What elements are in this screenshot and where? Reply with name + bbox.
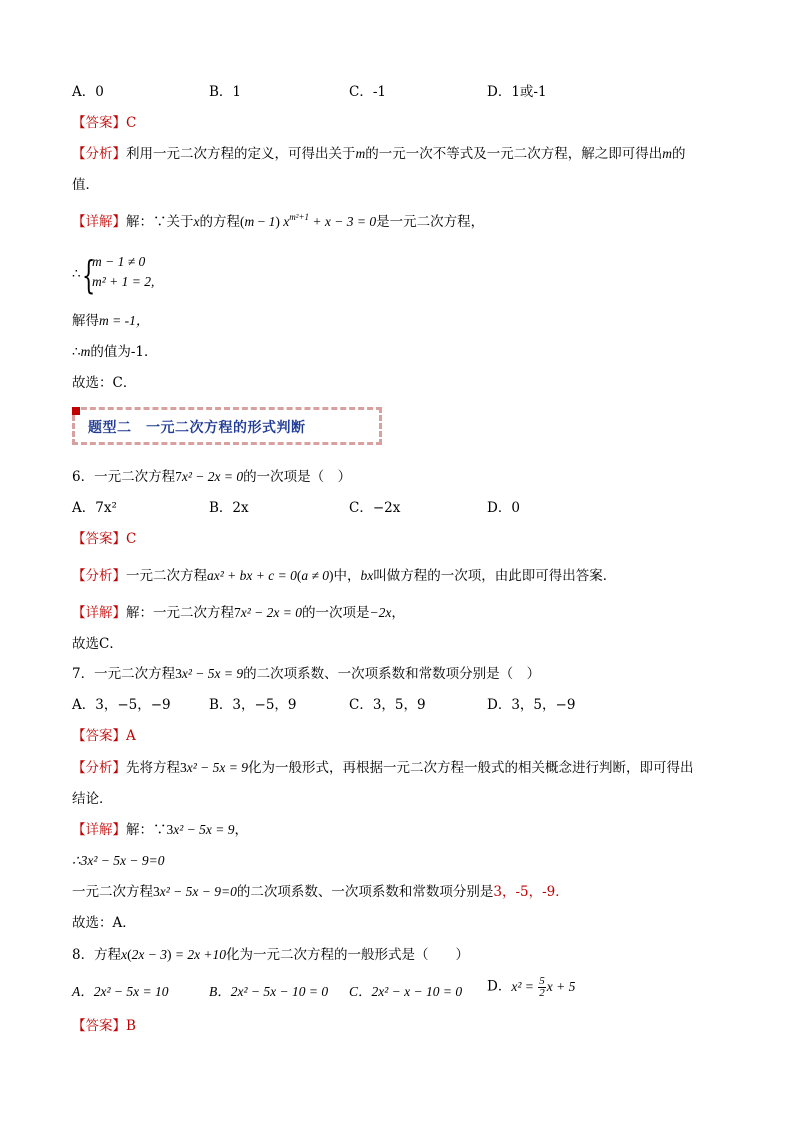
q7-stem: 7．一元二次方程3x² − 5x = 9的二次项系数、一次项系数和常数项分别是（ ）: [72, 666, 541, 682]
q6-answer: 【答案】C: [72, 531, 137, 547]
q7-option-b: B．3，−5，9: [209, 697, 297, 713]
q5-analysis-line2: 值．: [72, 177, 99, 193]
q8-option-d: D．x² = $\frac{5}{2}$ x + 5: [487, 975, 576, 999]
q7-step: ∴3x² − 5x − 9=0: [72, 853, 165, 868]
q5-solve: 解得m = -1，: [72, 313, 150, 329]
q5-value: ∴m的值为-1．: [72, 344, 158, 360]
q8-answer: 【答案】B: [72, 1018, 136, 1034]
q8-option-c: C．2x² − x − 10 = 0: [349, 984, 463, 999]
q6-detail: 【详解】解：一元二次方程7x² − 2x = 0的一次项是−2x，: [72, 605, 405, 621]
q7-option-a: A．3，−5，−9: [72, 697, 171, 713]
q6-analysis: 【分析】一元二次方程ax² + bx + c = 0(a ≠ 0)中，bx叫做方程的一次项，由此即可得出答案．: [72, 568, 617, 584]
q5-detail: 【详解】解：∵关于x的方程(m − 1) $x^{m^2+1} + x - 3 = 0$是一元二次方程，: [72, 212, 485, 230]
q5-option-a: A．0: [72, 84, 104, 100]
q7-answer: 【答案】A: [72, 728, 136, 744]
q6-stem: 6．一元二次方程7x² − 2x = 0的一次项是（ ）: [72, 469, 352, 485]
q7-option-d: D．3，5，−9: [487, 697, 576, 713]
corner-mark: [72, 407, 80, 415]
q7-conclusion: 一元二次方程3x² − 5x − 9=0的二次项系数、一次项系数和常数项分别是3，-5，-9．: [72, 884, 569, 900]
q7-analysis: 【分析】先将方程3x² − 5x = 9化为一般形式，再根据一元二次方程一般式的相关概念进行判断，即可得出: [72, 760, 694, 776]
q5-option-b: B．1: [209, 84, 242, 100]
q5-option-c: C．-1: [349, 84, 386, 100]
q8-option-b: B．2x² − 5x − 10 = 0: [209, 984, 329, 999]
q6-option-c: C．−2x: [349, 500, 401, 516]
q5-analysis: 【分析】利用一元二次方程的定义，可得出关于m的一元一次不等式及一元二次方程，解之即可得出m的: [72, 146, 686, 162]
q7-select: 故选：A．: [72, 915, 136, 931]
q8-stem: 8．方程x(2x − 3) = 2x +10化为一元二次方程的一般形式是（ ）: [72, 947, 470, 963]
q6-option-a: A．7x²: [72, 500, 117, 516]
q8-option-a: A．2x² − 5x = 10: [72, 984, 169, 999]
q6-option-d: D．0: [487, 500, 520, 516]
q5-answer: 【答案】C: [72, 115, 137, 131]
q5-select: 故选：C．: [72, 375, 137, 391]
q7-detail: 【详解】解：∵3x² − 5x = 9，: [72, 822, 249, 838]
q7-option-c: C．3，5，9: [349, 697, 426, 713]
section-title-box: [72, 407, 382, 445]
q6-select: 故选C．: [72, 636, 123, 652]
q7-analysis-line2: 结论．: [72, 791, 113, 807]
q6-option-b: B．2x: [209, 500, 249, 516]
q5-option-d: D．1或-1: [487, 84, 547, 100]
section-title: 题型二 一元二次方程的形式判断: [88, 420, 306, 436]
